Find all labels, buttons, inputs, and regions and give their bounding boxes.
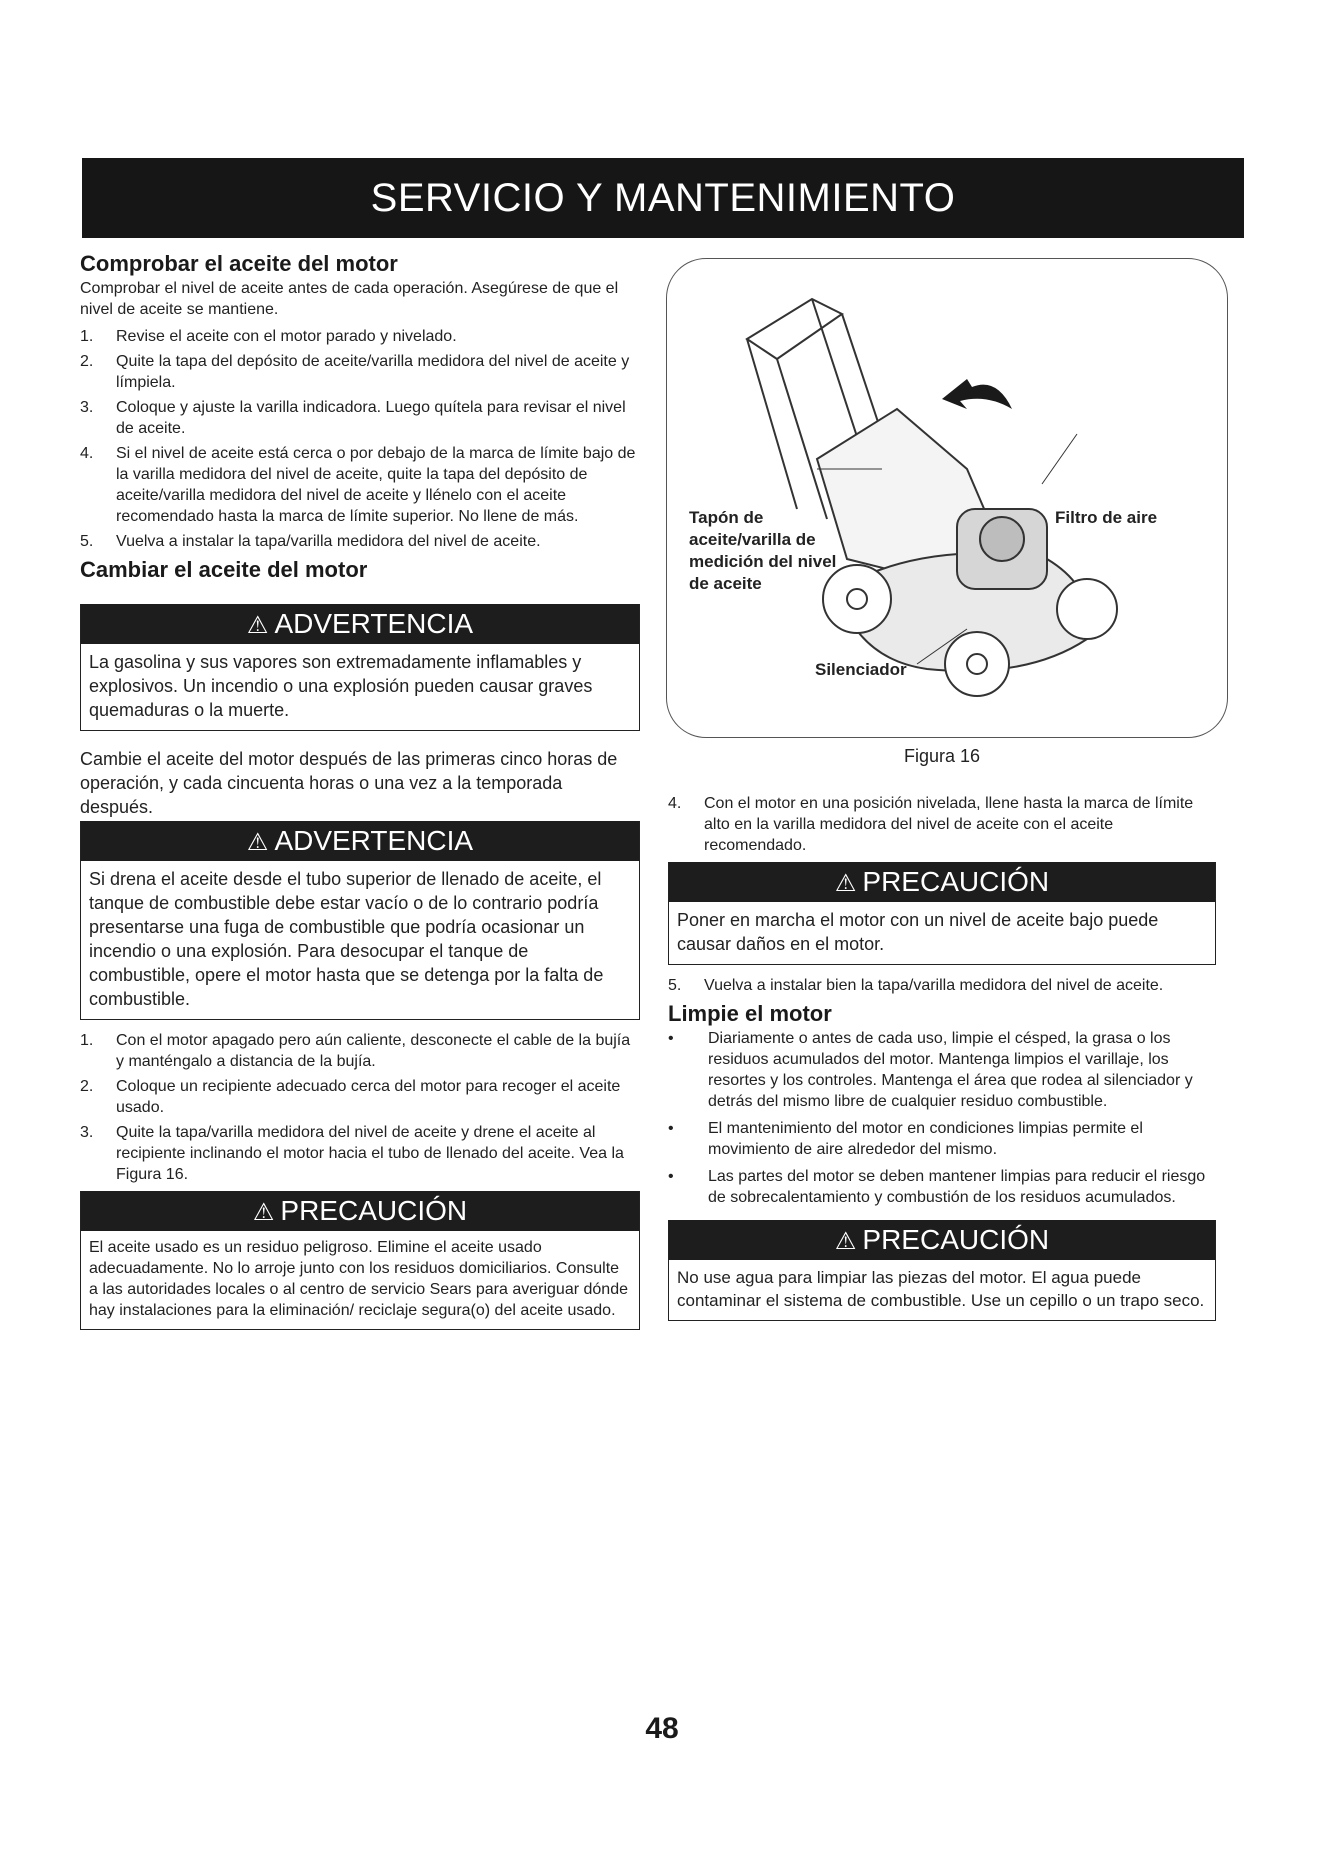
change-oil-intro: Cambie el aceite del motor después de las primeras cinco horas de operación, y cada cincuenta horas o una vez a la temporada después. bbox=[80, 749, 618, 817]
clean-engine-bullets bbox=[668, 1028, 1216, 1208]
list-item: • El mantenimiento del motor en condiciones limpias permite el movimiento de aire alrededor del mismo. bbox=[668, 1120, 1143, 1158]
figure-caption: Figura 16 bbox=[903, 746, 981, 766]
lawn-mower-illustration bbox=[667, 259, 1227, 737]
caution-text: Poner en marcha el motor con un nivel de aceite bajo puede causar daños en el motor. bbox=[677, 910, 1159, 954]
step-4: 4. Con el motor en una posición nivelada, llene hasta la marca de límite alto en la varilla medidora del nivel de aceite con el aceite recomendado. bbox=[668, 795, 1194, 854]
change-oil-heading: Cambiar el aceite del motor bbox=[80, 557, 368, 582]
caution-header: ⚠ PRECAUCIÓN bbox=[669, 1220, 1215, 1260]
warning-box-drain bbox=[80, 821, 640, 1020]
caution-box-water bbox=[668, 1220, 1216, 1321]
list-item: 2. Coloque un recipiente adecuado cerca del motor para recoger el aceite usado. bbox=[80, 1078, 621, 1116]
page-number: 48 bbox=[645, 1712, 679, 1745]
caution-header: ⚠ PRECAUCIÓN bbox=[81, 1191, 639, 1231]
list-item: 4. Si el nivel de aceite está cerca o por debajo de la marca de límite bajo de la varilla medidora del nivel de aceite, quite la tapa del depósito de aceite/varilla medidora del nivel de aceite y llénelo con el aceite recomendado hasta la marca de límite superior. No llene de más. bbox=[80, 445, 636, 525]
left-column bbox=[80, 250, 640, 1330]
right-column bbox=[668, 258, 1216, 1321]
warning-text: Si drena el aceite desde el tubo superior de llenado de aceite, el tanque de combustible debe estar vacío o de lo contrario podría presentarse una fuga de combustible que podría ocasionar un incendio o una explosión. Para desocupar el tanque de combustible, opere el motor hasta que se detenga por la falta de combustible. bbox=[89, 869, 604, 1009]
list-item: 3. Coloque y ajuste la varilla indicadora. Luego quítela para revisar el nivel de aceite. bbox=[80, 399, 626, 437]
warning-triangle-icon: ⚠ bbox=[252, 1199, 275, 1226]
check-oil-steps bbox=[80, 326, 640, 552]
list-item: 2. Quite la tapa del depósito de aceite/varilla medidora del nivel de aceite y límpiela. bbox=[80, 353, 630, 391]
list-item: • Las partes del motor se deben mantener limpias para reducir el riesgo de sobrecalentamiento y combustión de los residuos acumulados. bbox=[668, 1168, 1206, 1206]
warning-triangle-icon: ⚠ bbox=[246, 612, 269, 639]
list-item: 1. Con el motor apagado pero aún caliente, desconecte el cable de la bujía y manténgalo a distancia de la bujía. bbox=[80, 1032, 631, 1070]
change-oil-steps bbox=[80, 1030, 640, 1185]
clean-engine-heading: Limpie el motor bbox=[668, 1001, 832, 1026]
caution-text: El aceite usado es un residuo peligroso. Elimine el aceite usado adecuadamente. No lo arroje junto con los residuos domiciliarios. Consulte a las autoridades locales o al centro de servicio Sears para averiguar dónde hay instalaciones para la eliminación/ reciclaje segura(o) del aceite usado. bbox=[89, 1239, 628, 1319]
list-item: 5. Vuelva a instalar la tapa/varilla medidora del nivel de aceite. bbox=[80, 533, 541, 550]
list-item: • Diariamente o antes de cada uso, limpie el césped, la grasa o los residuos acumulados del motor. Mantenga limpios el varillaje, los resortes y los controles. Mantenga el área que rodea al silenciador y detrás del mismo libre de cualquier residuo combustible. bbox=[668, 1030, 1193, 1110]
step-5: 5. Vuelva a instalar bien la tapa/varilla medidora del nivel de aceite. bbox=[668, 977, 1164, 994]
caution-box-used-oil bbox=[80, 1191, 640, 1330]
caution-text: No use agua para limpiar las piezas del motor. El agua puede contaminar el sistema de combustible. Use un cepillo o un trapo seco. bbox=[677, 1268, 1205, 1310]
list-item: 1. Revise el aceite con el motor parado y nivelado. bbox=[80, 328, 457, 345]
warning-triangle-icon: ⚠ bbox=[834, 1228, 857, 1255]
label-muffler: Silenciador bbox=[815, 660, 907, 679]
figure-16 bbox=[666, 258, 1228, 738]
warning-triangle-icon: ⚠ bbox=[834, 870, 857, 897]
warning-box-fuel bbox=[80, 604, 640, 731]
caution-box-low-oil bbox=[668, 862, 1216, 965]
warning-triangle-icon: ⚠ bbox=[246, 829, 269, 856]
check-oil-intro: Comprobar el nivel de aceite antes de cada operación. Asegúrese de que el nivel de aceite se mantiene. bbox=[80, 280, 619, 318]
warning-header: ⚠ ADVERTENCIA bbox=[81, 821, 639, 861]
section-banner: SERVICIO Y MANTENIMIENTO bbox=[82, 158, 1244, 238]
label-air-filter: Filtro de aire bbox=[1055, 508, 1158, 527]
list-item: 3. Quite la tapa/varilla medidora del nivel de aceite y drene el aceite al recipiente inclinando el motor hacia el tubo de llenado del aceite. Vea la Figura 16. bbox=[80, 1124, 624, 1183]
warning-text: La gasolina y sus vapores son extremadamente inflamables y explosivos. Un incendio o una explosión pueden causar graves quemaduras o la muerte. bbox=[89, 652, 593, 720]
direction-arrow-icon bbox=[942, 379, 1012, 409]
warning-header: ⚠ ADVERTENCIA bbox=[81, 604, 639, 644]
check-oil-heading: Comprobar el aceite del motor bbox=[80, 251, 398, 276]
label-oil-cap: Tapón de aceite/varilla de medición del nivel de aceite bbox=[689, 508, 837, 593]
caution-header: ⚠ PRECAUCIÓN bbox=[669, 862, 1215, 902]
